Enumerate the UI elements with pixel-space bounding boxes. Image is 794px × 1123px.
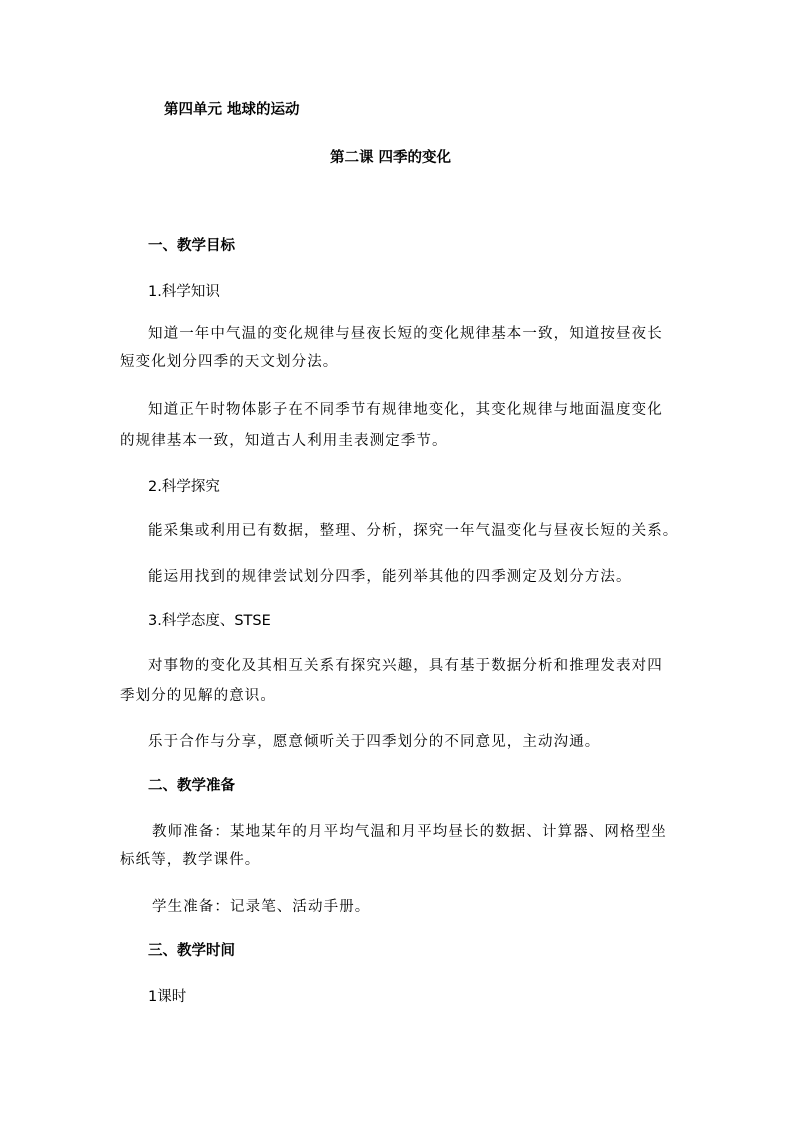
paragraph-line: 的规律基本一致，知道古人利用圭表测定季节。 bbox=[120, 433, 448, 449]
paragraph-line: 季划分的见解的意识。 bbox=[120, 688, 276, 704]
paragraph-line: 知道正午时物体影子在不同季节有规律地变化，其变化规律与地面温度变化 bbox=[148, 402, 663, 418]
paragraph-line: 学生准备：记录笔、活动手册。 bbox=[152, 899, 371, 915]
lesson-time-value: 1课时 bbox=[148, 989, 187, 1005]
subheading-inquiry: 2.科学探究 bbox=[148, 479, 220, 495]
paragraph-line: 知道一年中气温的变化规律与昼夜长短的变化规律基本一致，知道按昼夜长 bbox=[148, 326, 663, 342]
paragraph-line: 能运用找到的规律尝试划分四季，能列举其他的四季测定及划分方法。 bbox=[148, 569, 632, 585]
section-heading-time: 三、教学时间 bbox=[148, 942, 235, 959]
subheading-knowledge: 1.科学知识 bbox=[148, 284, 220, 300]
paragraph-line: 短变化划分四季的天文划分法。 bbox=[120, 354, 339, 370]
paragraph-line: 标纸等，教学课件。 bbox=[120, 852, 261, 868]
subheading-attitude: 3.科学态度、STSE bbox=[148, 613, 271, 629]
paragraph-line: 乐于合作与分享，愿意倾听关于四季划分的不同意见，主动沟通。 bbox=[148, 734, 601, 750]
section-heading-preparation: 二、教学准备 bbox=[148, 777, 235, 794]
section-heading-objectives: 一、教学目标 bbox=[148, 237, 235, 254]
unit-title: 第四单元 地球的运动 bbox=[164, 101, 300, 118]
paragraph-line: 教师准备：某地某年的月平均气温和月平均昼长的数据、计算器、网格型坐 bbox=[152, 824, 667, 840]
lesson-title: 第二课 四季的变化 bbox=[330, 149, 452, 166]
paragraph-line: 能采集或利用已有数据，整理、分析，探究一年气温变化与昼夜长短的关系。 bbox=[148, 523, 679, 539]
paragraph-line: 对事物的变化及其相互关系有探究兴趣，具有基于数据分析和推理发表对四 bbox=[148, 658, 663, 674]
